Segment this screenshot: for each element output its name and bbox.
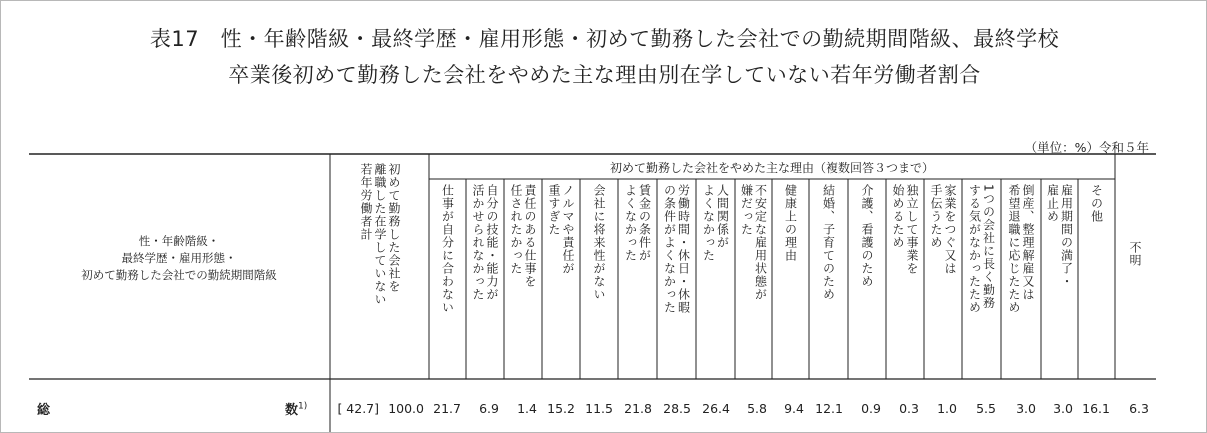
reason-column-header bbox=[580, 184, 618, 376]
reason-label-line: 賃金の条件が bbox=[637, 184, 652, 262]
reason-label-line: 会社に将来性がない bbox=[592, 184, 606, 301]
reason-label-line: 独立して事業を bbox=[905, 184, 919, 275]
reason-column-header bbox=[657, 184, 696, 376]
reason-column-header bbox=[618, 184, 657, 376]
total-row-label-left: 総 bbox=[37, 403, 51, 418]
reason-column-header bbox=[696, 184, 735, 376]
total-row-label-right bbox=[285, 399, 307, 418]
total-row-cell: 1.4 bbox=[517, 401, 537, 416]
unknown-column-header bbox=[1115, 241, 1155, 267]
row-header-line: 初めて勤務した会社での勤続期間階級 bbox=[81, 268, 277, 282]
reason-column-header bbox=[1001, 184, 1041, 376]
reason-label-line: 倒産、整理解雇又は bbox=[1021, 184, 1035, 301]
total-row-cell: 6.9 bbox=[479, 401, 499, 416]
reason-label-line: する気がなかったため bbox=[967, 184, 982, 314]
reason-label-line: 活かせられなかった bbox=[471, 184, 485, 301]
reason-label-line: ノルマや責任が bbox=[561, 184, 575, 275]
reason-label-line: 雇止め bbox=[1045, 184, 1060, 223]
total-row-cell: 16.1 bbox=[1082, 401, 1110, 416]
total-row-cell: 12.1 bbox=[815, 401, 843, 416]
reason-column-header bbox=[542, 184, 580, 376]
reason-label-line: 不安定な雇用状態が bbox=[753, 184, 768, 301]
total-row-cell: 0.3 bbox=[899, 401, 919, 416]
reason-label-line: 任されたかった bbox=[509, 184, 523, 275]
reason-column-header bbox=[466, 184, 504, 376]
reason-label-line: 嫌だった bbox=[739, 184, 754, 236]
reason-label-line: の条件がよくなかった bbox=[662, 184, 677, 314]
reason-label-line: 手伝うため bbox=[929, 184, 943, 249]
unit-label: （単位：%）令和５年 bbox=[1024, 140, 1149, 155]
reason-label-line: 雇用期間の満了・ bbox=[1059, 184, 1074, 288]
reason-column-header bbox=[735, 184, 772, 376]
reason-label-line: 責任のある仕事を bbox=[523, 184, 537, 288]
total-row-cell: 11.5 bbox=[585, 401, 613, 416]
reason-label-line: 介護、看護のため bbox=[860, 184, 874, 288]
reason-label-line: その他 bbox=[1089, 184, 1104, 223]
reason-label-line: 1つの会社に長く勤務 bbox=[981, 184, 996, 310]
footnote-marker: 1) bbox=[298, 401, 308, 412]
total-row-cell: 21.7 bbox=[433, 401, 461, 416]
reason-label-line: よくなかった bbox=[623, 184, 638, 262]
total-row-cell: 9.4 bbox=[784, 401, 804, 416]
header-line: 若年労働者計 bbox=[359, 163, 373, 241]
total-row-cell: 28.5 bbox=[663, 401, 691, 416]
total-row-cell: 3.0 bbox=[1016, 401, 1036, 416]
total-row-cell: 21.8 bbox=[624, 401, 652, 416]
total-row-cell: 6.3 bbox=[1129, 401, 1149, 416]
reason-label-line: 仕事が自分に合わない bbox=[440, 184, 455, 314]
total-row-cell: 5.8 bbox=[747, 401, 767, 416]
table-title-line1: 表17 性・年齢階級・最終学歴・雇用形態・初めて勤務した会社での勤続期間階級、最終学校 bbox=[149, 27, 1060, 51]
reason-column-header bbox=[848, 184, 886, 376]
reason-label-line: 始めるため bbox=[891, 184, 905, 249]
row-header-line: 最終学歴・雇用形態・ bbox=[121, 251, 237, 265]
total-row-cell: 1.0 bbox=[937, 401, 957, 416]
reason-column-header bbox=[809, 184, 848, 376]
header-line: 離職した在学していない bbox=[373, 163, 387, 306]
reason-label-line: 自分の技能・能力が bbox=[485, 184, 499, 301]
total-row-cell: 26.4 bbox=[702, 401, 730, 416]
reason-label-line: 重すぎた bbox=[547, 184, 561, 236]
reasons-super-header: 初めて勤務した会社をやめた主な理由（複数回答３つまで） bbox=[609, 161, 934, 175]
total-row-cell: [ 42.7] bbox=[337, 401, 379, 416]
reason-label-line: 希望退職に応じたため bbox=[1007, 184, 1021, 314]
total-row-cell: 0.9 bbox=[861, 401, 881, 416]
reason-column-header bbox=[504, 184, 542, 376]
reason-label-line: 家業をつぐ又は bbox=[943, 184, 957, 275]
reason-column-header bbox=[429, 184, 466, 376]
reason-column-header bbox=[962, 184, 1001, 376]
reason-column-header bbox=[772, 184, 809, 376]
reason-label-line: よくなかった bbox=[701, 184, 716, 262]
header-line: 初めて勤務した会社を bbox=[387, 163, 401, 293]
total-row-cell: 3.0 bbox=[1053, 401, 1073, 416]
total-row-cell: 15.2 bbox=[547, 401, 575, 416]
reason-label-line: 人間関係が bbox=[715, 184, 730, 249]
reason-column-header bbox=[1041, 184, 1078, 376]
total-row-label-text: 数 bbox=[285, 403, 299, 418]
table-title-line2: 卒業後初めて勤務した会社をやめた主な理由別在学していない若年労働者割合 bbox=[228, 63, 981, 87]
reason-label-line: 健康上の理由 bbox=[783, 184, 798, 262]
total-row-cell: 5.5 bbox=[976, 401, 996, 416]
row-header bbox=[29, 233, 329, 284]
row-header-line: 性・年齢階級・ bbox=[138, 234, 220, 248]
reason-label-line: 結婚、子育てのため bbox=[821, 184, 836, 301]
reason-column-header bbox=[924, 184, 962, 376]
total-row-cell: 100.0 bbox=[388, 401, 424, 416]
total-column-header bbox=[332, 163, 428, 373]
reason-column-header bbox=[1078, 184, 1115, 376]
unknown-header-label: 不明 bbox=[1128, 241, 1142, 267]
reason-label-line: 労働時間・休日・休暇 bbox=[676, 184, 691, 314]
reason-column-header bbox=[886, 184, 924, 376]
